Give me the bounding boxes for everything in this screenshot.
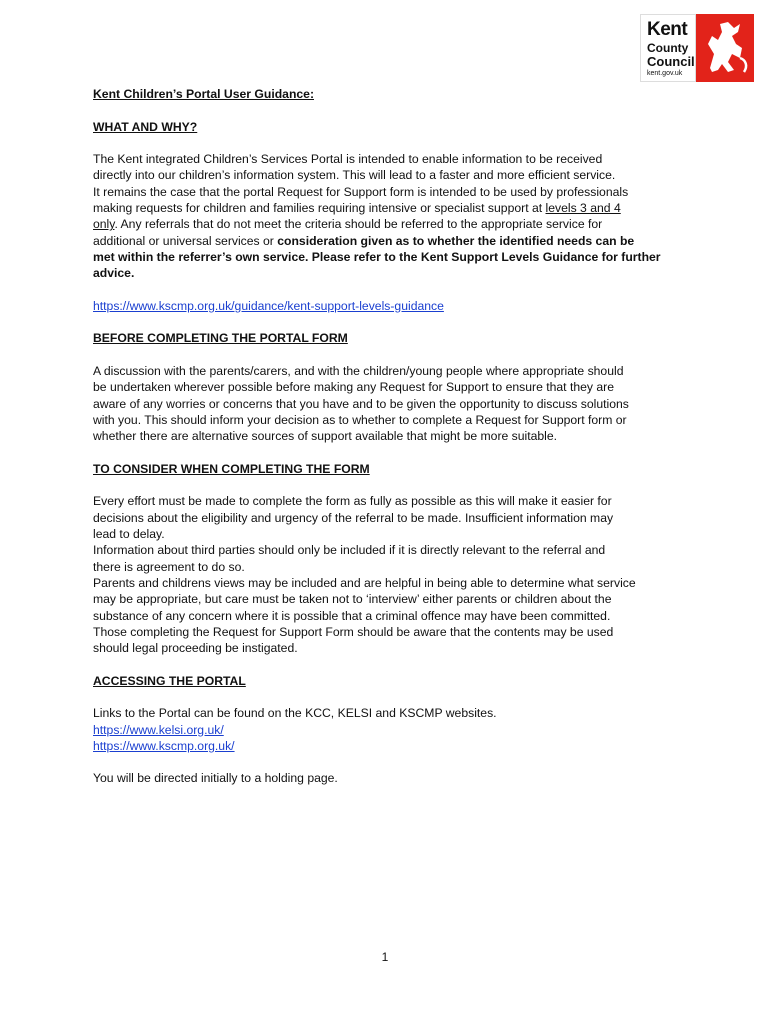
heading-accessing-portal: ACCESSING THE PORTAL bbox=[93, 673, 246, 688]
text-line: lead to delay. bbox=[93, 527, 165, 542]
kent-county-council-logo bbox=[640, 14, 754, 82]
logo-line-url: kent.gov.uk bbox=[647, 70, 683, 77]
text-line: met within the referrer’s own service. Please refer to the Kent Support Levels Guidance for further bbox=[93, 249, 661, 264]
heading-before-completing: BEFORE COMPLETING THE PORTAL FORM bbox=[93, 331, 348, 346]
text-segment: . Any referrals that do not meet the criteria should be referred to the appropriate service for bbox=[114, 217, 603, 232]
text-line: Every effort must be made to complete the form as fully as possible as this will make it easier for bbox=[93, 494, 612, 509]
text-line: substance of any concern where it is possible that a criminal offence may have been committed. bbox=[93, 608, 611, 623]
text-line: You will be directed initially to a holding page. bbox=[93, 771, 338, 786]
text-segment: additional or universal services or bbox=[93, 233, 278, 248]
kelsi-link[interactable]: https://www.kelsi.org.uk/ bbox=[93, 722, 224, 737]
text-line: directly into our children’s information system. This will lead to a faster and more efficient service. bbox=[93, 168, 616, 183]
text-line: The Kent integrated Children’s Services Portal is intended to enable information to be received bbox=[93, 152, 603, 167]
kscmp-link[interactable]: https://www.kscmp.org.uk/ bbox=[93, 738, 235, 753]
only-text: only bbox=[93, 217, 115, 232]
heading-what-and-why: WHAT AND WHY? bbox=[93, 119, 198, 134]
text-line bbox=[93, 216, 683, 232]
logo-wordmark bbox=[640, 14, 696, 82]
text-line: advice. bbox=[93, 266, 135, 281]
text-line: A discussion with the parents/carers, and with the children/young people where appropriate should bbox=[93, 364, 624, 379]
heading-to-consider: TO CONSIDER WHEN COMPLETING THE FORM bbox=[93, 461, 370, 476]
text-line: be undertaken wherever possible before making any Request for Support to ensure that they are bbox=[93, 380, 614, 395]
text-line bbox=[93, 200, 683, 216]
text-line: Links to the Portal can be found on the KCC, KELSI and KSCMP websites. bbox=[93, 706, 497, 721]
bold-segment: consideration given as to whether the identified needs can be bbox=[277, 233, 635, 248]
text-line: should legal proceeding be instigated. bbox=[93, 641, 298, 656]
paragraph-accessing-portal bbox=[93, 705, 683, 754]
text-line: Those completing the Request for Support Form should be aware that the contents may be used bbox=[93, 624, 614, 639]
text-line: Parents and childrens views may be included and are helpful in being able to determine what service bbox=[93, 575, 636, 590]
text-line: with you. This should inform your decision as to whether to complete a Request for Support form or bbox=[93, 412, 627, 427]
logo-line-county: County bbox=[647, 41, 689, 55]
levels-text: levels 3 and 4 bbox=[545, 201, 621, 216]
kelsi-link-line bbox=[93, 722, 683, 738]
text-line: Information about third parties should only be included if it is directly relevant to the referral and bbox=[93, 543, 606, 558]
text-line: aware of any worries or concerns that you have and to be given the opportunity to discuss solutions bbox=[93, 396, 629, 411]
paragraph-what-and-why bbox=[93, 151, 683, 281]
support-levels-guidance-link[interactable]: https://www.kscmp.org.uk/guidance/kent-support-levels-guidance bbox=[93, 298, 444, 313]
paragraph-to-consider bbox=[93, 493, 683, 656]
logo-line-council: Council bbox=[647, 54, 695, 69]
text-line: It remains the case that the portal Request for Support form is intended to be used by professionals bbox=[93, 184, 629, 199]
text-line: there is agreement to do so. bbox=[93, 559, 245, 574]
text-segment: making requests for children and families requiring intensive or specialist support at bbox=[93, 201, 546, 216]
logo-line-kent: Kent bbox=[647, 19, 688, 40]
text-line: decisions about the eligibility and urgency of the referral to be made. Insufficient information may bbox=[93, 510, 614, 525]
text-line: whether there are alternative sources of support available that might be more suitable. bbox=[93, 429, 558, 444]
text-line bbox=[93, 233, 683, 249]
document-title: Kent Children’s Portal User Guidance: bbox=[93, 87, 314, 101]
page-number: 1 bbox=[381, 950, 389, 964]
white-horse-icon bbox=[696, 14, 754, 82]
paragraph-before-completing bbox=[93, 363, 683, 444]
kscmp-link-line bbox=[93, 738, 683, 754]
support-levels-link-line bbox=[93, 298, 683, 314]
text-line: may be appropriate, but care must be taken not to ‘interview’ either parents or children about the bbox=[93, 592, 612, 607]
document-body bbox=[93, 86, 683, 787]
